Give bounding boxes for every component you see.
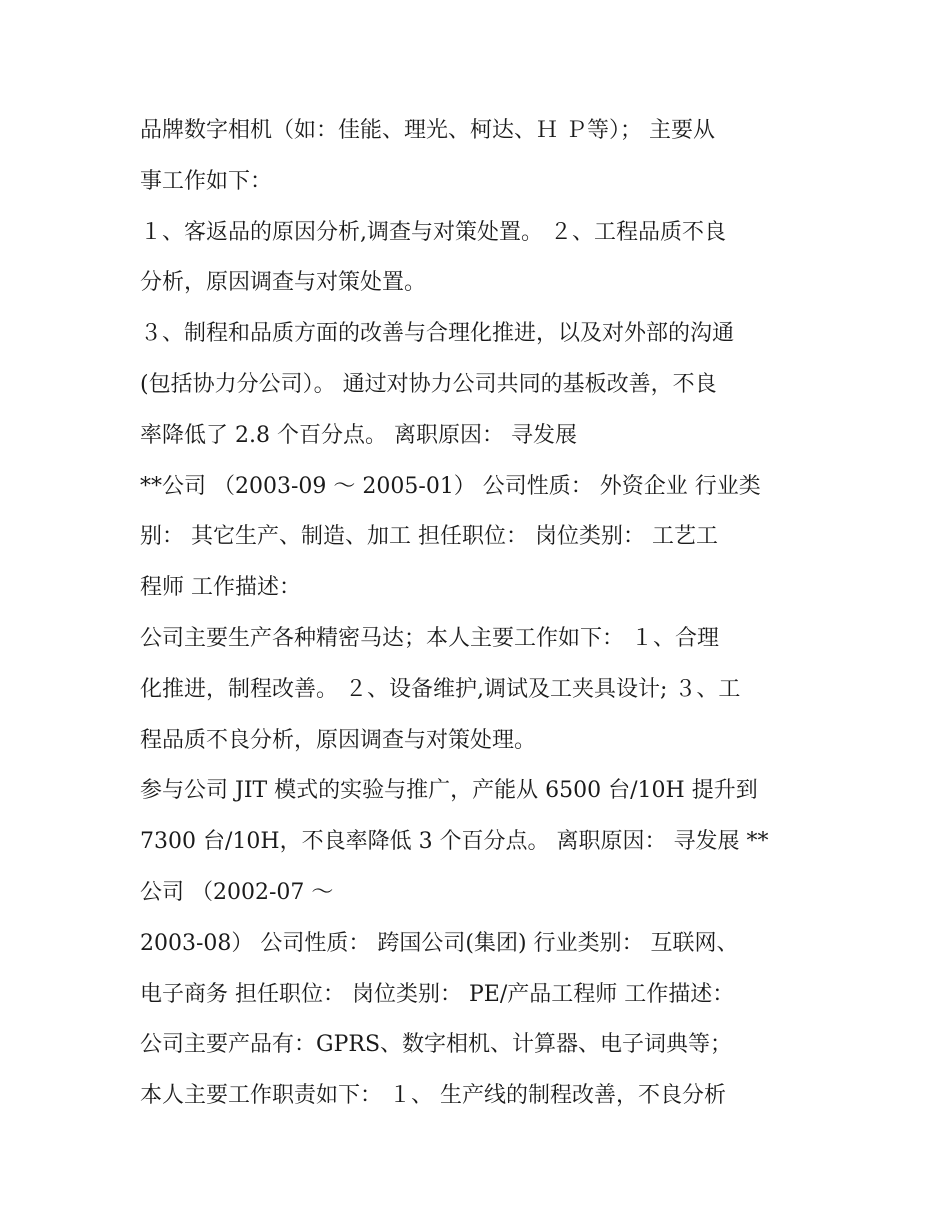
text-line: **公司 （2003-09 ～ 2005-01） 公司性质： 外资企业 行业类	[140, 473, 761, 499]
text-line: 化推进，制程改善。 ２、设备维护,调试及工夹具设计; ３、工	[140, 676, 741, 702]
text-line: 程品质不良分析，原因调查与对策处理。	[140, 727, 537, 753]
text-line: 别： 其它生产、制造、加工 担任职位： 岗位类别： 工艺工	[140, 524, 718, 550]
text-line: 公司主要生产各种精密马达；本人主要工作如下： １、合理	[140, 625, 719, 651]
text-line: 公司主要产品有：GPRS、数字相机、计算器、电子词典等；	[140, 1032, 733, 1058]
text-line: 事工作如下：	[140, 168, 273, 194]
text-line: 本人主要工作职责如下： １、 生产线的制程改善，不良分析	[140, 1083, 726, 1109]
text-line: 分析，原因调查与对策处置。	[140, 270, 427, 296]
text-line: 电子商务 担任职位： 岗位类别： PE/产品工程师 工作描述：	[140, 981, 735, 1007]
text-line: 品牌数字相机（如：佳能、理光、柯达、Ｈ Ｐ等）； 主要从	[140, 118, 715, 143]
text-line: 7300 台/10H，不良率降低 3 个百分点。 离职原因： 寻发展 **	[140, 829, 769, 855]
text-line: 参与公司 JIT 模式的实验与推广，产能从 6500 台/10H 提升到	[140, 778, 758, 804]
text-line: (包括协力分公司）。 通过对协力公司共同的基板改善，不良	[140, 371, 717, 397]
document-body	[140, 106, 830, 1122]
text-line: 公司 （2002-07 ～	[140, 879, 334, 905]
text-line: 2003-08） 公司性质： 跨国公司(集团) 行业类别： 互联网、	[140, 930, 739, 956]
text-line: 率降低了 2.8 个百分点。 离职原因： 寻发展	[140, 422, 577, 448]
text-line: ３、制程和品质方面的改善与合理化推进，以及对外部的沟通	[140, 321, 735, 347]
text-line: １、客返品的原因分析,调查与对策处置。 ２、工程品质不良	[140, 219, 726, 245]
text-line: 程师 工作描述：	[140, 575, 301, 601]
